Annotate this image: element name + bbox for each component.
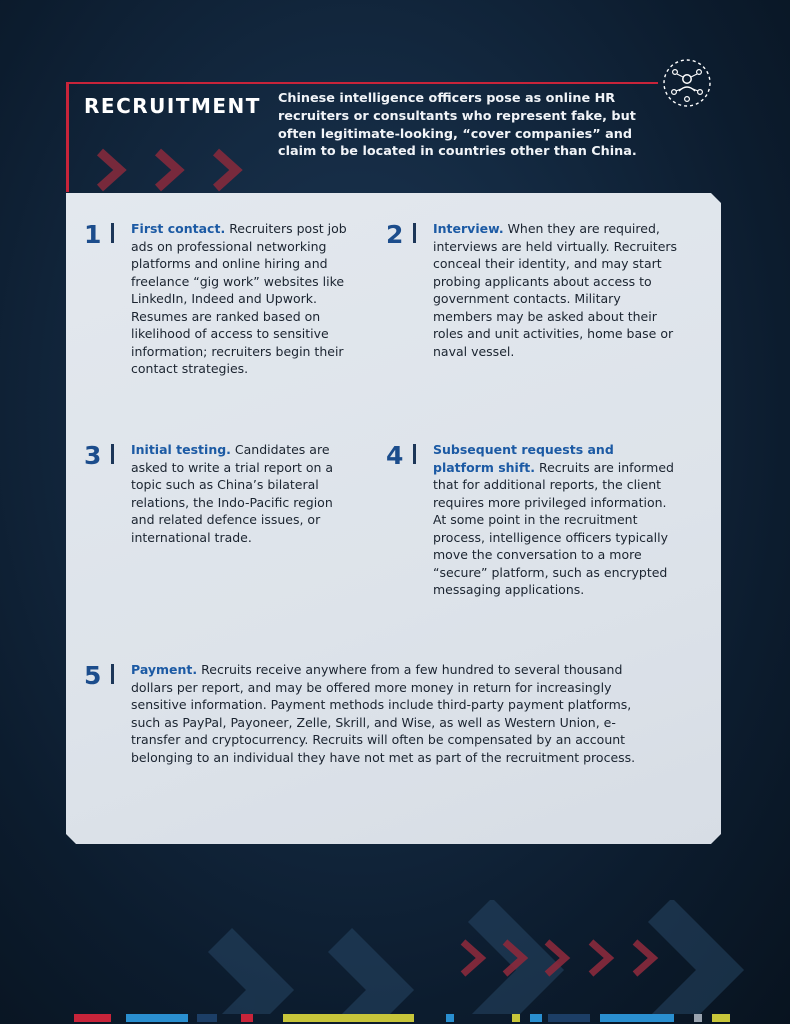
step-number: 4: [386, 441, 404, 470]
step-title: First contact.: [131, 221, 226, 236]
chevron-decoration-bottom: [455, 936, 670, 982]
header-frame-top-line: [66, 82, 658, 84]
chevron-right-icon: [158, 152, 178, 188]
chevron-decoration-top: [92, 146, 262, 196]
step-text: [433, 220, 680, 360]
chevron-right-icon: [591, 942, 609, 974]
step-title: Payment.: [131, 662, 198, 677]
strip-segment: [600, 1014, 674, 1022]
strip-segment: [512, 1014, 520, 1022]
step-divider: [413, 444, 416, 464]
strip-segment: [712, 1014, 730, 1022]
step-text: [131, 661, 653, 766]
step-title: Interview.: [433, 221, 504, 236]
step-number: 2: [386, 220, 404, 249]
step-divider: [413, 223, 416, 243]
step-divider: [111, 444, 114, 464]
step-body: When they are required, interviews are held virtually. Recruiters conceal their identity, and may start probing applicants about access to government contacts. Military members may be asked about their roles and unit activities, home base or naval vessel.: [433, 221, 678, 359]
strip-segment: [283, 1014, 414, 1022]
step-number: 3: [84, 441, 102, 470]
chevron-right-icon: [216, 152, 236, 188]
page-title: RECRUITMENT: [84, 94, 261, 118]
step-number: 1: [84, 220, 102, 249]
strip-segment: [530, 1014, 542, 1022]
step-body: Recruiters post job ads on professional networking platforms and online hiring and freelance “gig work” websites like LinkedIn, Indeed and Upwork. Resumes are ranked based on likelihood of access to sensitive information; recruiters begin their contact strategies.: [131, 221, 347, 376]
step-divider: [111, 664, 114, 684]
step-body: Candidates are asked to write a trial report on a topic such as China’s bilateral relations, the Indo-Pacific region and related defence issues, or international trade.: [131, 442, 334, 545]
chevron-right-icon: [635, 942, 653, 974]
chevron-decoration-large: [200, 900, 790, 1014]
strip-segment: [548, 1014, 590, 1022]
strip-segment: [126, 1014, 188, 1022]
step-title: Initial testing.: [131, 442, 231, 457]
step-body: Recruits are informed that for additional reports, the client requires more privileged information. At some point in the recruitment process, intelligence officers typically move the conversation to a more “secure” platform, such as encrypted messaging applications.: [433, 459, 674, 597]
strip-segment: [241, 1014, 253, 1022]
step-body: Recruits receive anywhere from a few hundred to several thousand dollars per report, and may be offered more money in return for increasingly sensitive information. Payment methods include third-party payment platforms, such as PayPal, Payoneer, Zelle, Skrill, and Wise, as well as Western Union, e-transfer and cryptocurrency. Recruits will often be compensated by an account belonging to an individual they have not met as part of the recruitment process.: [131, 662, 636, 765]
chevron-right-icon: [100, 152, 120, 188]
strip-segment: [197, 1014, 217, 1022]
chevron-right-icon: [463, 942, 481, 974]
network-person-icon: [662, 58, 712, 108]
intro-text: Chinese intelligence officers pose as online HR recruiters or consultants who represent fake, but often legitimate-looking, “cover companies” and claim to be located in countries other than China.: [278, 91, 637, 160]
step-text: [433, 441, 677, 599]
step-divider: [111, 223, 114, 243]
chevron-right-icon: [505, 942, 523, 974]
step-number: 5: [84, 661, 102, 690]
chevron-right-icon: [547, 942, 565, 974]
step-text: [131, 220, 351, 378]
step-text: [131, 441, 346, 546]
strip-segment: [446, 1014, 454, 1022]
strip-segment: [694, 1014, 702, 1022]
strip-segment: [74, 1014, 111, 1022]
step-title: Subsequent requests and platform shift.: [433, 442, 614, 475]
bottom-color-strip: [0, 1014, 790, 1024]
header-frame-left-line: [66, 82, 69, 192]
